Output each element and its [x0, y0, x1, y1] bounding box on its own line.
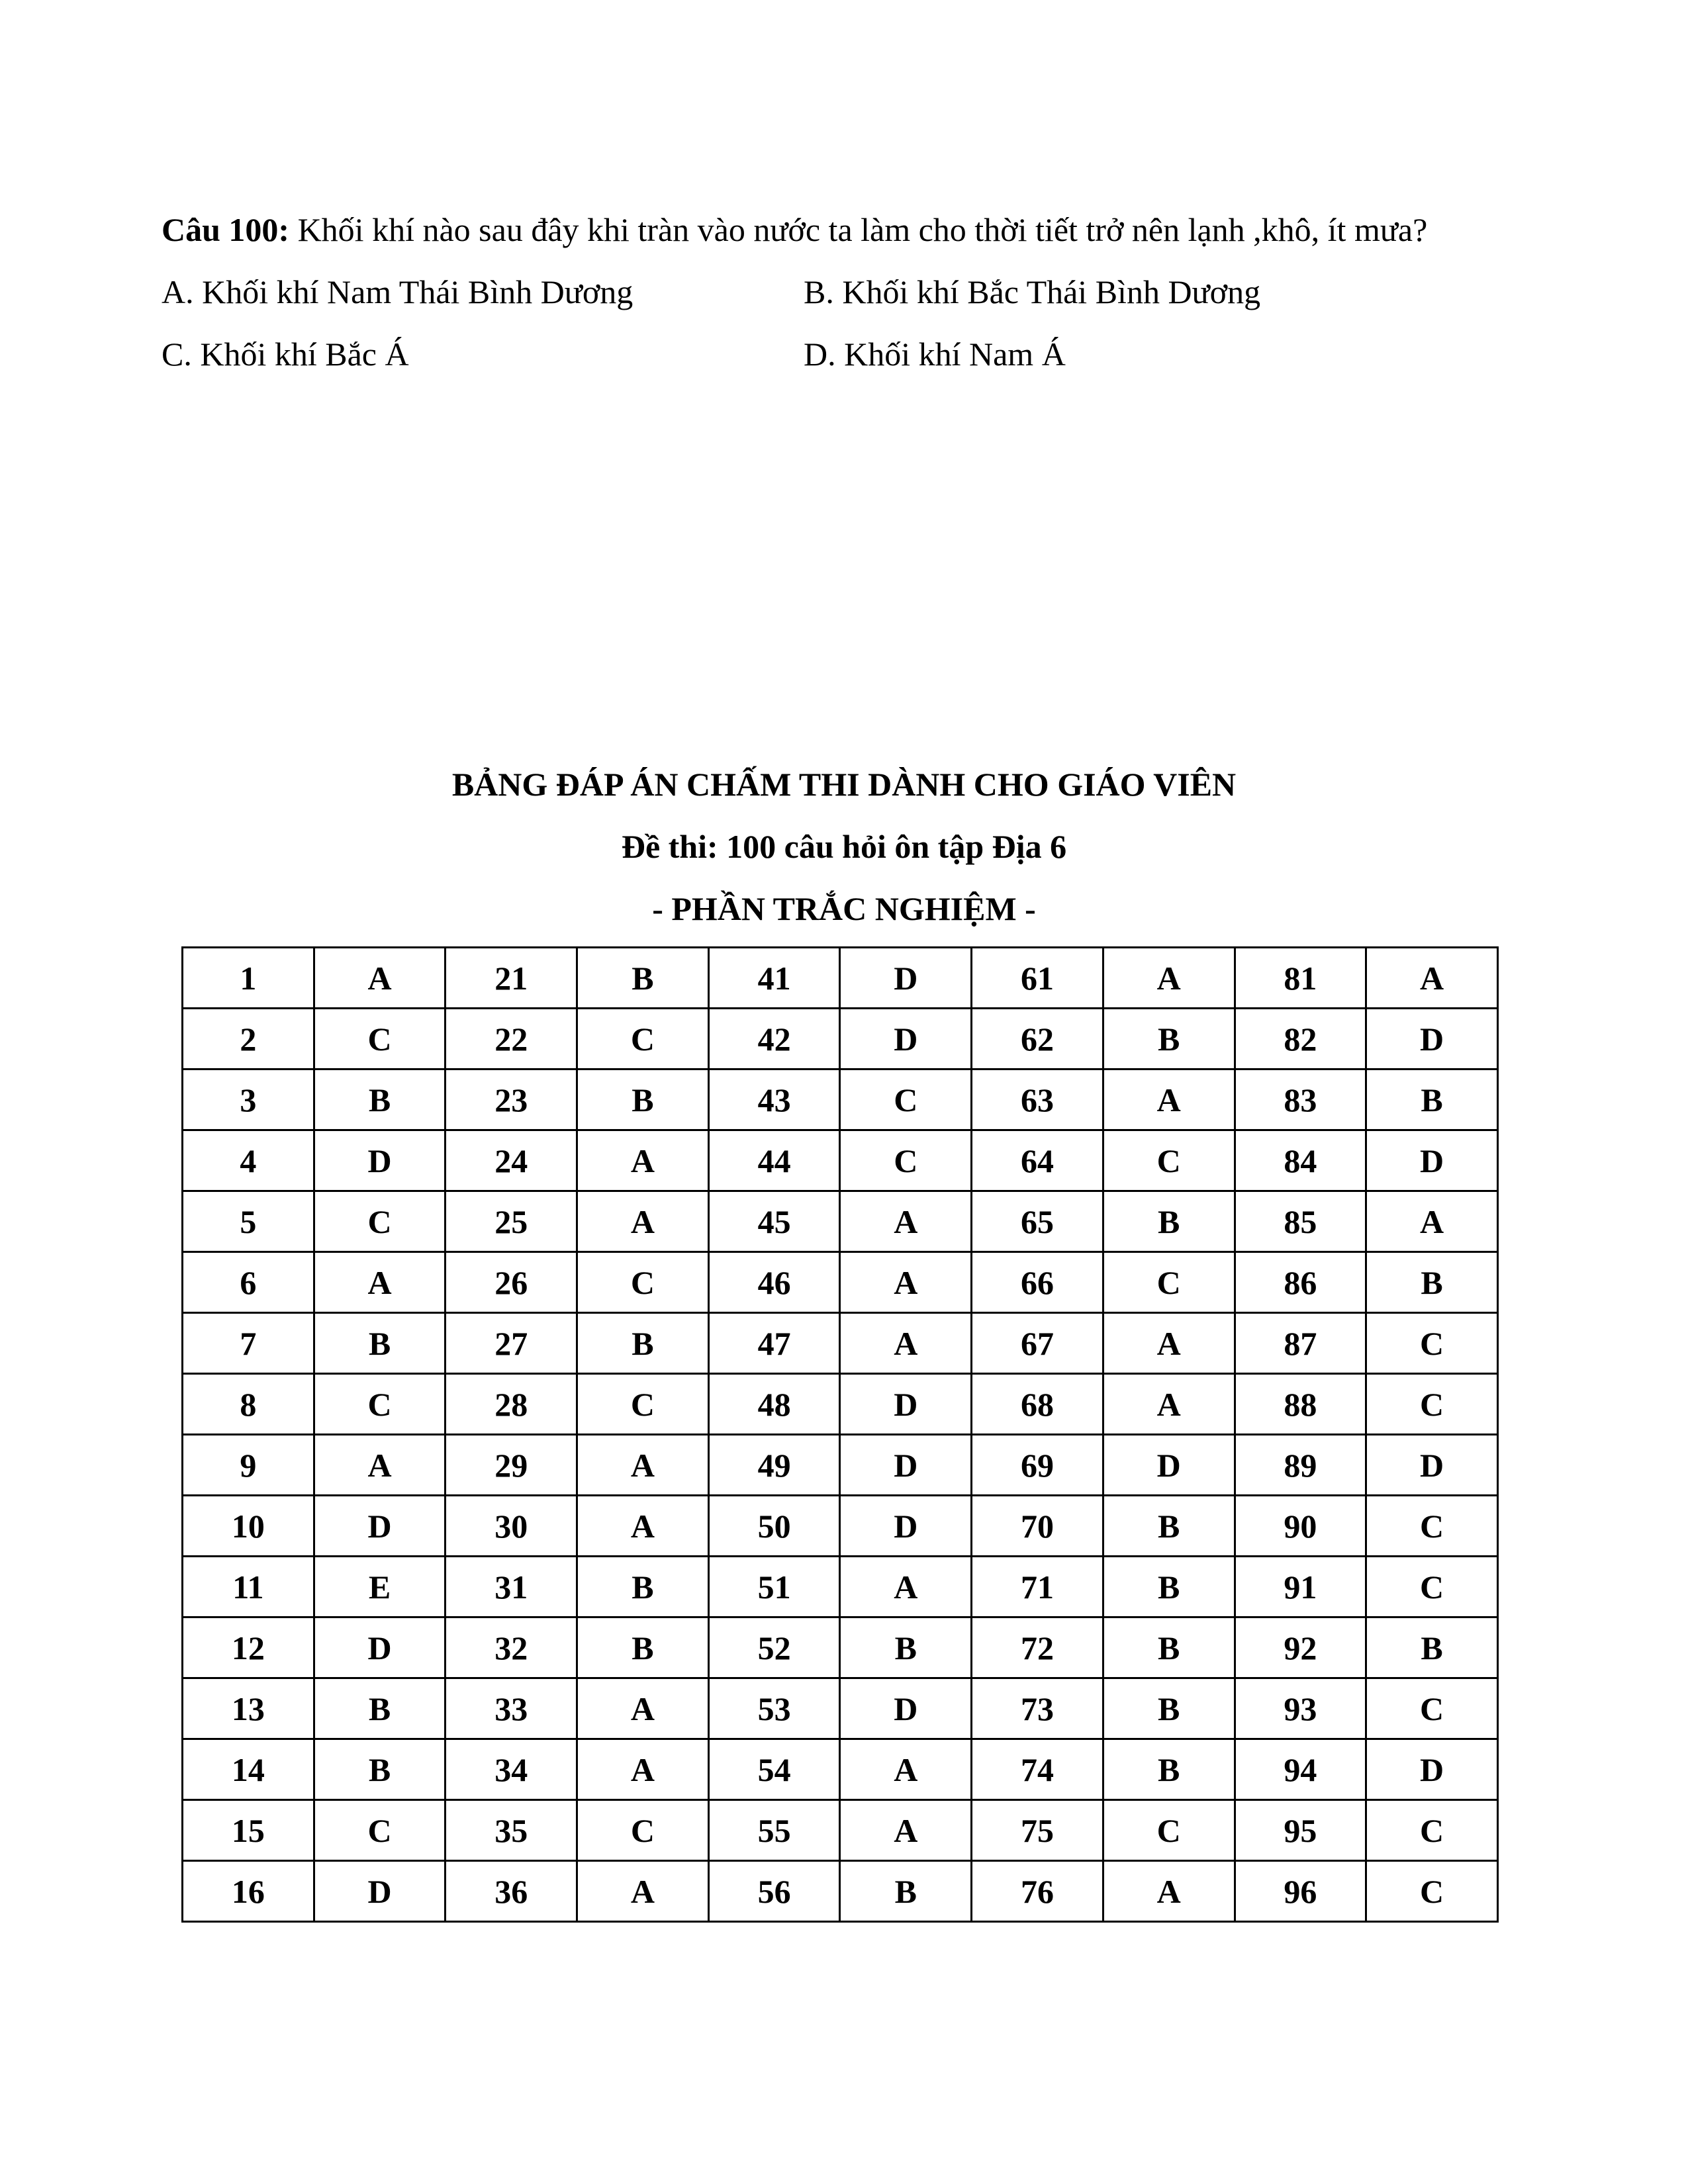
- table-row: [183, 1617, 1498, 1678]
- question-number-cell: 85: [1235, 1191, 1366, 1252]
- question-number-cell: 22: [445, 1009, 577, 1069]
- answer-cell: A: [577, 1496, 709, 1557]
- question-number-cell: 95: [1235, 1800, 1366, 1861]
- answer-cell: C: [577, 1009, 709, 1069]
- question-number-cell: 1: [183, 948, 314, 1009]
- question-number-cell: 70: [972, 1496, 1103, 1557]
- question-number-cell: 68: [972, 1374, 1103, 1435]
- answer-cell: A: [840, 1557, 972, 1617]
- answer-cell: D: [840, 1678, 972, 1739]
- answer-cell: C: [1366, 1678, 1498, 1739]
- answer-cell: B: [1103, 1009, 1235, 1069]
- answer-key-table-body: [183, 948, 1498, 1922]
- question-number-cell: 28: [445, 1374, 577, 1435]
- answer-cell: A: [1366, 1191, 1498, 1252]
- question-number-cell: 14: [183, 1739, 314, 1800]
- option-b: B. Khối khí Bắc Thái Bình Dương: [804, 273, 1261, 310]
- question-number-cell: 31: [445, 1557, 577, 1617]
- table-row: [183, 1739, 1498, 1800]
- answer-cell: A: [577, 1678, 709, 1739]
- question-number-cell: 42: [708, 1009, 840, 1069]
- question-number-cell: 89: [1235, 1435, 1366, 1496]
- question-number-cell: 32: [445, 1617, 577, 1678]
- answer-cell: C: [1103, 1252, 1235, 1313]
- answer-cell: B: [314, 1739, 445, 1800]
- question-number-cell: 51: [708, 1557, 840, 1617]
- answer-cell: A: [840, 1313, 972, 1374]
- question-number-cell: 71: [972, 1557, 1103, 1617]
- question-number-cell: 34: [445, 1739, 577, 1800]
- question-number-cell: 47: [708, 1313, 840, 1374]
- question-number-cell: 15: [183, 1800, 314, 1861]
- question-number-cell: 65: [972, 1191, 1103, 1252]
- answer-cell: C: [577, 1252, 709, 1313]
- question-number-cell: 93: [1235, 1678, 1366, 1739]
- table-row: [183, 1009, 1498, 1069]
- answer-cell: B: [1366, 1252, 1498, 1313]
- question-number-cell: 62: [972, 1009, 1103, 1069]
- question-number-cell: 44: [708, 1130, 840, 1191]
- answer-cell: A: [1103, 1374, 1235, 1435]
- answer-cell: C: [1366, 1374, 1498, 1435]
- question-number-cell: 25: [445, 1191, 577, 1252]
- question-number-cell: 90: [1235, 1496, 1366, 1557]
- question-number-cell: 9: [183, 1435, 314, 1496]
- question-number-cell: 5: [183, 1191, 314, 1252]
- answer-cell: C: [1366, 1313, 1498, 1374]
- answer-cell: D: [1366, 1130, 1498, 1191]
- table-row: [183, 1800, 1498, 1861]
- question-number-cell: 53: [708, 1678, 840, 1739]
- question-number-cell: 54: [708, 1739, 840, 1800]
- answer-cell: A: [1103, 948, 1235, 1009]
- question-number-cell: 13: [183, 1678, 314, 1739]
- question-line: [162, 199, 1552, 261]
- question-number-cell: 12: [183, 1617, 314, 1678]
- answer-cell: D: [840, 1496, 972, 1557]
- option-d: D. Khối khí Nam Á: [804, 336, 1066, 373]
- question-number-cell: 94: [1235, 1739, 1366, 1800]
- answer-cell: B: [1103, 1191, 1235, 1252]
- question-number-cell: 30: [445, 1496, 577, 1557]
- answer-cell: D: [840, 1435, 972, 1496]
- question-number-cell: 21: [445, 948, 577, 1009]
- answer-cell: B: [1103, 1739, 1235, 1800]
- table-row: [183, 948, 1498, 1009]
- question-number-cell: 66: [972, 1252, 1103, 1313]
- question-number-cell: 3: [183, 1069, 314, 1130]
- answer-cell: C: [840, 1069, 972, 1130]
- question-number-cell: 69: [972, 1435, 1103, 1496]
- question-number-cell: 29: [445, 1435, 577, 1496]
- answer-cell: C: [314, 1800, 445, 1861]
- question-number-cell: 52: [708, 1617, 840, 1678]
- answer-cell: D: [314, 1617, 445, 1678]
- question-number-cell: 49: [708, 1435, 840, 1496]
- answer-cell: B: [1103, 1617, 1235, 1678]
- answer-cell: C: [1103, 1800, 1235, 1861]
- answer-cell: A: [1103, 1861, 1235, 1922]
- question-number-cell: 82: [1235, 1009, 1366, 1069]
- answer-cell: A: [840, 1800, 972, 1861]
- option-a: A. Khối khí Nam Thái Bình Dương: [162, 273, 633, 310]
- question-number: Câu 100:: [162, 211, 290, 248]
- answer-cell: D: [314, 1130, 445, 1191]
- question-number-cell: 81: [1235, 948, 1366, 1009]
- table-row: [183, 1557, 1498, 1617]
- question-number-cell: 92: [1235, 1617, 1366, 1678]
- table-row: [183, 1191, 1498, 1252]
- question-number-cell: 50: [708, 1496, 840, 1557]
- question-number-cell: 55: [708, 1800, 840, 1861]
- answer-cell: D: [1366, 1009, 1498, 1069]
- question-number-cell: 88: [1235, 1374, 1366, 1435]
- question-number-cell: 23: [445, 1069, 577, 1130]
- answer-cell: D: [840, 948, 972, 1009]
- question-number-cell: 8: [183, 1374, 314, 1435]
- question-number-cell: 43: [708, 1069, 840, 1130]
- question-number-cell: 45: [708, 1191, 840, 1252]
- answer-cell: B: [314, 1678, 445, 1739]
- question-number-cell: 86: [1235, 1252, 1366, 1313]
- question-number-cell: 87: [1235, 1313, 1366, 1374]
- answer-cell: C: [1366, 1861, 1498, 1922]
- answer-key-subtitle: Đề thi: 100 câu hỏi ôn tập Địa 6: [621, 828, 1067, 865]
- question-number-cell: 24: [445, 1130, 577, 1191]
- answer-cell: A: [577, 1130, 709, 1191]
- answer-cell: A: [577, 1435, 709, 1496]
- answer-key-table: [181, 946, 1499, 1923]
- question-number-cell: 11: [183, 1557, 314, 1617]
- answer-cell: B: [577, 1557, 709, 1617]
- answer-cell: A: [314, 1252, 445, 1313]
- answer-cell: D: [840, 1009, 972, 1069]
- question-number-cell: 72: [972, 1617, 1103, 1678]
- question-number-cell: 10: [183, 1496, 314, 1557]
- answer-cell: A: [840, 1252, 972, 1313]
- answer-cell: A: [1103, 1069, 1235, 1130]
- answer-cell: B: [1103, 1678, 1235, 1739]
- question-number-cell: 46: [708, 1252, 840, 1313]
- answer-cell: C: [314, 1374, 445, 1435]
- question-number-cell: 26: [445, 1252, 577, 1313]
- answer-cell: C: [1366, 1800, 1498, 1861]
- answer-cell: D: [1366, 1435, 1498, 1496]
- answer-cell: E: [314, 1557, 445, 1617]
- question-text: Khối khí nào sau đây khi tràn vào nước ta làm cho thời tiết trở nên lạnh ,khô, ít mưa?: [289, 211, 1428, 248]
- table-row: [183, 1496, 1498, 1557]
- answer-cell: A: [840, 1191, 972, 1252]
- answer-cell: B: [577, 1313, 709, 1374]
- question-number-cell: 48: [708, 1374, 840, 1435]
- answer-cell: B: [314, 1313, 445, 1374]
- answer-cell: B: [840, 1861, 972, 1922]
- question-block: [162, 199, 1552, 385]
- answer-cell: C: [1366, 1557, 1498, 1617]
- option-c: C. Khối khí Bắc Á: [162, 336, 409, 373]
- answer-cell: B: [577, 1069, 709, 1130]
- question-number-cell: 6: [183, 1252, 314, 1313]
- question-number-cell: 27: [445, 1313, 577, 1374]
- answer-cell: B: [1103, 1557, 1235, 1617]
- answer-cell: D: [840, 1374, 972, 1435]
- question-number-cell: 64: [972, 1130, 1103, 1191]
- table-row: [183, 1313, 1498, 1374]
- answer-options: [162, 261, 1552, 385]
- answer-cell: A: [314, 948, 445, 1009]
- question-number-cell: 63: [972, 1069, 1103, 1130]
- answer-cell: B: [1366, 1617, 1498, 1678]
- answer-cell: C: [840, 1130, 972, 1191]
- question-number-cell: 36: [445, 1861, 577, 1922]
- answer-cell: B: [1103, 1496, 1235, 1557]
- question-number-cell: 2: [183, 1009, 314, 1069]
- answer-cell: D: [1103, 1435, 1235, 1496]
- answer-cell: B: [314, 1069, 445, 1130]
- question-number-cell: 33: [445, 1678, 577, 1739]
- answer-cell: B: [1366, 1069, 1498, 1130]
- table-row: [183, 1678, 1498, 1739]
- answer-cell: D: [314, 1496, 445, 1557]
- answer-key-title: BẢNG ĐÁP ÁN CHẤM THI DÀNH CHO GIÁO VIÊN: [451, 766, 1237, 803]
- answer-cell: A: [314, 1435, 445, 1496]
- answer-cell: C: [314, 1191, 445, 1252]
- question-number-cell: 16: [183, 1861, 314, 1922]
- table-row: [183, 1861, 1498, 1922]
- question-number-cell: 56: [708, 1861, 840, 1922]
- answer-cell: A: [577, 1861, 709, 1922]
- question-number-cell: 84: [1235, 1130, 1366, 1191]
- question-number-cell: 67: [972, 1313, 1103, 1374]
- answer-cell: A: [577, 1191, 709, 1252]
- answer-cell: D: [1366, 1739, 1498, 1800]
- answer-cell: A: [1103, 1313, 1235, 1374]
- table-row: [183, 1069, 1498, 1130]
- table-row: [183, 1374, 1498, 1435]
- question-number-cell: 41: [708, 948, 840, 1009]
- question-number-cell: 75: [972, 1800, 1103, 1861]
- table-row: [183, 1435, 1498, 1496]
- answer-cell: C: [1103, 1130, 1235, 1191]
- answer-cell: C: [314, 1009, 445, 1069]
- question-number-cell: 35: [445, 1800, 577, 1861]
- answer-cell: C: [577, 1800, 709, 1861]
- question-number-cell: 73: [972, 1678, 1103, 1739]
- table-row: [183, 1252, 1498, 1313]
- answer-cell: A: [840, 1739, 972, 1800]
- question-number-cell: 76: [972, 1861, 1103, 1922]
- question-number-cell: 96: [1235, 1861, 1366, 1922]
- table-row: [183, 1130, 1498, 1191]
- answer-key-section: - PHẦN TRẮC NGHIỆM -: [652, 890, 1036, 927]
- question-number-cell: 74: [972, 1739, 1103, 1800]
- answer-cell: C: [1366, 1496, 1498, 1557]
- answer-cell: B: [577, 1617, 709, 1678]
- answer-cell: B: [840, 1617, 972, 1678]
- question-number-cell: 61: [972, 948, 1103, 1009]
- question-number-cell: 7: [183, 1313, 314, 1374]
- answer-cell: A: [1366, 948, 1498, 1009]
- question-number-cell: 91: [1235, 1557, 1366, 1617]
- answer-cell: C: [577, 1374, 709, 1435]
- question-number-cell: 83: [1235, 1069, 1366, 1130]
- answer-cell: B: [577, 948, 709, 1009]
- answer-cell: D: [314, 1861, 445, 1922]
- question-number-cell: 4: [183, 1130, 314, 1191]
- answer-cell: A: [577, 1739, 709, 1800]
